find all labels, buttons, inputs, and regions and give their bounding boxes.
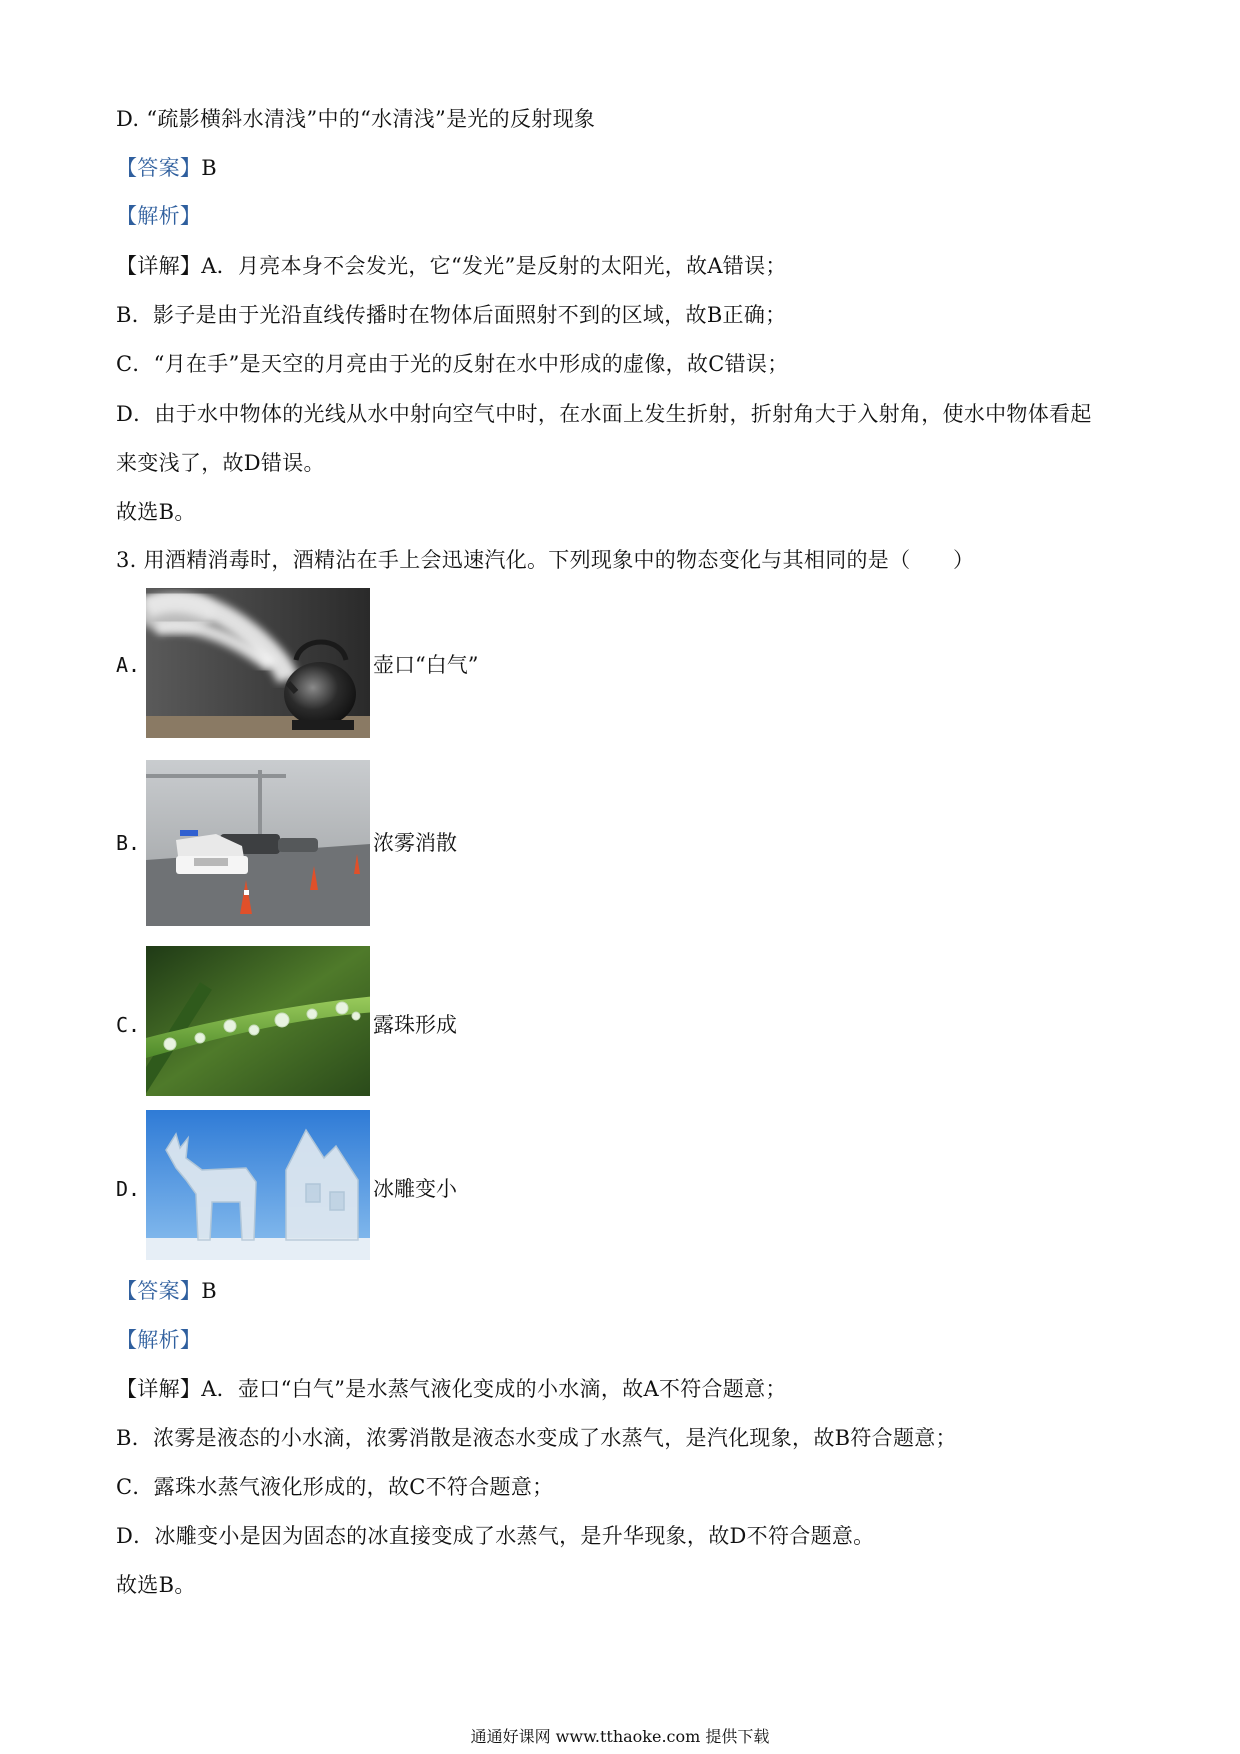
dew-drops-photo [146, 946, 370, 1096]
q2-answer [116, 153, 217, 183]
q3-detail-line-4: D．冰雕变小是因为固态的冰直接变成了水蒸气，是升华现象，故D不符合题意。 [116, 1524, 875, 1548]
detail-tag: 【详解】 [116, 1377, 202, 1401]
option-caption: 露珠形成 [373, 1013, 457, 1037]
option-letter: D. [116, 1177, 141, 1201]
q3-detail-line-1 [116, 1374, 787, 1404]
option-caption: 壶口“白气” [373, 653, 479, 677]
option-caption: 冰雕变小 [373, 1177, 457, 1201]
kettle-steam-photo [146, 588, 370, 738]
answer-value: B [201, 156, 217, 180]
page-footer: 通通好课网 www.tthaoke.com 提供下载 [470, 1727, 770, 1746]
answer-tag: 【答案】 [116, 1279, 202, 1303]
q2-detail-line-5: 来变浅了，故D错误。 [116, 451, 325, 475]
q2-option-d: D. “疏影横斜水清浅”中的“水清浅”是光的反射现象 [116, 107, 596, 131]
q3-stem: 3. 用酒精消毒时，酒精沾在手上会迅速汽化。下列现象中的物态变化与其相同的是（ ） [116, 548, 975, 572]
analysis-tag: 【解析】 [116, 1328, 202, 1352]
answer-tag: 【答案】 [116, 156, 202, 180]
option-letter: B. [116, 831, 141, 855]
option-letter: C. [116, 1013, 141, 1037]
q3-analysis-heading [116, 1325, 201, 1355]
ice-sculpture-photo [146, 1110, 370, 1260]
detail-text: A．壶口“白气”是水蒸气液化变成的小水滴，故A不符合题意； [201, 1377, 787, 1401]
q3-conclusion: 故选B。 [116, 1573, 196, 1597]
q2-conclusion: 故选B。 [116, 500, 196, 524]
q3-answer [116, 1276, 217, 1306]
detail-text: A．月亮本身不会发光，它“发光”是反射的太阳光，故A错误； [201, 254, 787, 278]
q3-detail-line-3: C．露珠水蒸气液化形成的，故C不符合题意； [116, 1475, 554, 1499]
q2-analysis-heading [116, 201, 201, 231]
answer-value: B [201, 1279, 217, 1303]
foggy-road-photo [146, 760, 370, 926]
option-caption: 浓雾消散 [373, 831, 457, 855]
q2-detail-line-2: B．影子是由于光沿直线传播时在物体后面照射不到的区域，故B正确； [116, 303, 787, 327]
q2-detail-line-4: D．由于水中物体的光线从水中射向空气中时，在水面上发生折射，折射角大于入射角，使水中物体看起 [116, 402, 1092, 426]
q3-detail-line-2: B．浓雾是液态的小水滴，浓雾消散是液态水变成了水蒸气，是汽化现象，故B符合题意； [116, 1426, 957, 1450]
q2-detail-line-1 [116, 251, 787, 281]
option-letter: A. [116, 653, 141, 677]
analysis-tag: 【解析】 [116, 204, 202, 228]
q2-detail-line-3: C．“月在手”是天空的月亮由于光的反射在水中形成的虚像，故C错误； [116, 352, 789, 376]
detail-tag: 【详解】 [116, 254, 202, 278]
